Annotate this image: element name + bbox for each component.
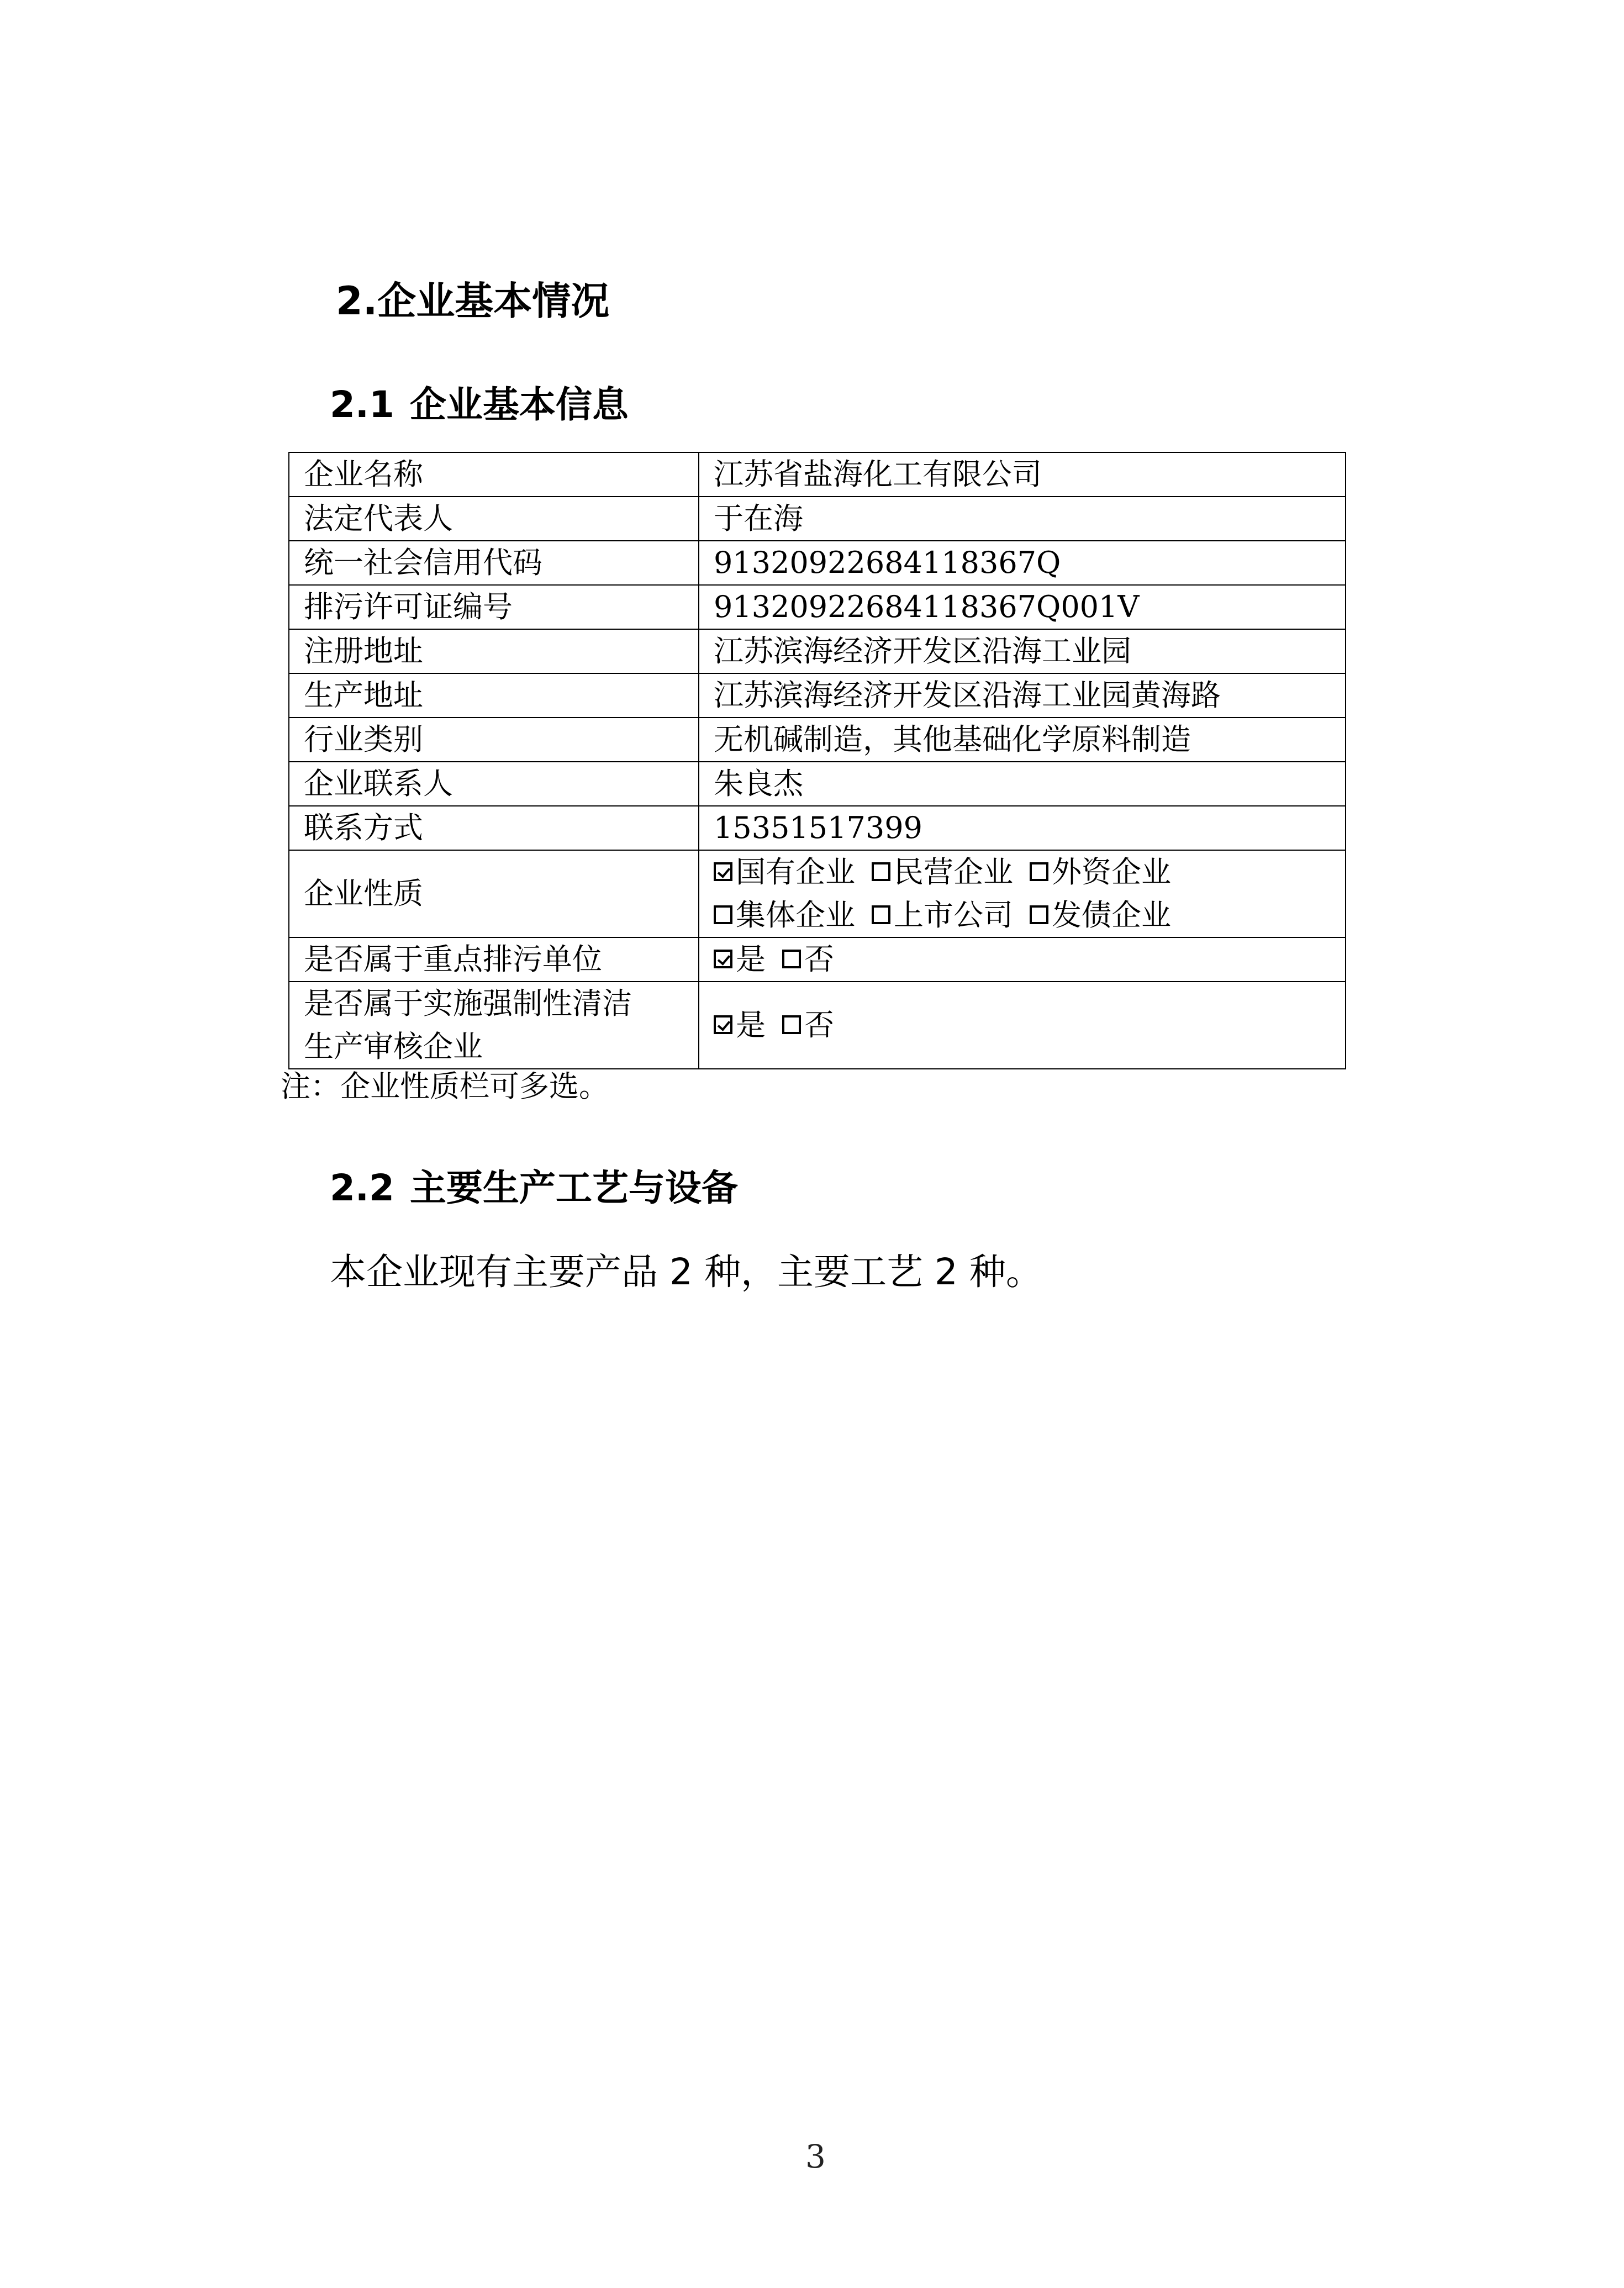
row-label (289, 982, 699, 1069)
row-label: 是否属于重点排污单位 (289, 937, 699, 982)
subsection-title: 企业基本信息 (409, 383, 629, 426)
table-row (289, 762, 1346, 806)
row-label: 行业类别 (289, 718, 699, 762)
checkbox-icon[interactable] (714, 905, 732, 924)
row-value: 91320922684118367Q (699, 541, 1346, 585)
yes-no-options (699, 937, 1346, 982)
body-paragraph: 本企业现有主要产品 2 种，主要工艺 2 种。 (330, 1251, 1042, 1293)
row-label: 法定代表人 (289, 497, 699, 541)
checkbox-icon[interactable] (714, 862, 732, 881)
yes-no-options (699, 982, 1346, 1069)
page-number: 3 (805, 2138, 826, 2175)
checkbox-icon[interactable] (714, 950, 732, 968)
option-bond-issuer[interactable] (1030, 894, 1171, 937)
table-row (289, 629, 1346, 673)
row-label: 联系方式 (289, 806, 699, 850)
table-note: 注：企业性质栏可多选。 (281, 1069, 609, 1104)
option-label: 否 (804, 1008, 834, 1042)
table-row-key-polluter (289, 937, 1346, 982)
row-label-line: 生产审核企业 (304, 1029, 483, 1064)
table-row (289, 718, 1346, 762)
section-title: 2.企业基本情况 (336, 278, 610, 324)
row-value: 江苏滨海经济开发区沿海工业园黄海路 (699, 673, 1346, 718)
subsection-2-2-heading (330, 1167, 738, 1209)
table-row (289, 497, 1346, 541)
row-label: 生产地址 (289, 673, 699, 718)
table-row (289, 585, 1346, 629)
subsection-2-1-heading (330, 383, 629, 426)
row-label: 企业名称 (289, 452, 699, 497)
option-label: 发债企业 (1052, 898, 1171, 932)
table-row-clean-audit (289, 982, 1346, 1069)
row-label: 注册地址 (289, 629, 699, 673)
row-label: 企业联系人 (289, 762, 699, 806)
row-value: 于在海 (699, 497, 1346, 541)
row-label-line: 是否属于实施强制性清洁 (304, 986, 632, 1021)
option-label: 民营企业 (894, 855, 1013, 889)
option-label: 是 (736, 942, 766, 977)
option-label: 否 (804, 942, 834, 977)
option-collective[interactable] (714, 894, 855, 937)
row-value: 江苏滨海经济开发区沿海工业园 (699, 629, 1346, 673)
row-label: 企业性质 (289, 850, 699, 937)
table-row (289, 541, 1346, 585)
table-row (289, 806, 1346, 850)
table-row (289, 452, 1346, 497)
option-foreign[interactable] (1030, 851, 1171, 894)
row-label: 统一社会信用代码 (289, 541, 699, 585)
option-private[interactable] (872, 851, 1013, 894)
row-value: 朱良杰 (699, 762, 1346, 806)
option-yes[interactable] (714, 938, 766, 981)
subsection-title: 主要生产工艺与设备 (409, 1167, 738, 1209)
subsection-number: 2.1 (330, 383, 394, 426)
option-label: 上市公司 (894, 898, 1013, 932)
row-label: 排污许可证编号 (289, 585, 699, 629)
option-state-owned[interactable] (714, 851, 855, 894)
option-no[interactable] (782, 938, 834, 981)
checkbox-icon[interactable] (782, 950, 801, 968)
company-info-table (288, 452, 1346, 1069)
checkbox-icon[interactable] (1030, 905, 1048, 924)
checkbox-icon[interactable] (872, 862, 890, 881)
checkbox-icon[interactable] (714, 1015, 732, 1034)
option-label: 集体企业 (736, 898, 855, 932)
checkbox-icon[interactable] (782, 1015, 801, 1034)
nature-options (699, 850, 1346, 937)
table-row-nature (289, 850, 1346, 937)
subsection-number: 2.2 (330, 1167, 394, 1209)
table-row (289, 673, 1346, 718)
option-no[interactable] (782, 1004, 834, 1047)
option-label: 国有企业 (736, 855, 855, 889)
checkbox-icon[interactable] (1030, 862, 1048, 881)
checkbox-icon[interactable] (872, 905, 890, 924)
option-yes[interactable] (714, 1004, 766, 1047)
row-value: 江苏省盐海化工有限公司 (699, 452, 1346, 497)
row-value: 无机碱制造，其他基础化学原料制造 (699, 718, 1346, 762)
row-value: 91320922684118367Q001V (699, 585, 1346, 629)
option-label: 外资企业 (1052, 855, 1171, 889)
row-value: 15351517399 (699, 806, 1346, 850)
option-label: 是 (736, 1008, 766, 1042)
option-listed[interactable] (872, 894, 1013, 937)
